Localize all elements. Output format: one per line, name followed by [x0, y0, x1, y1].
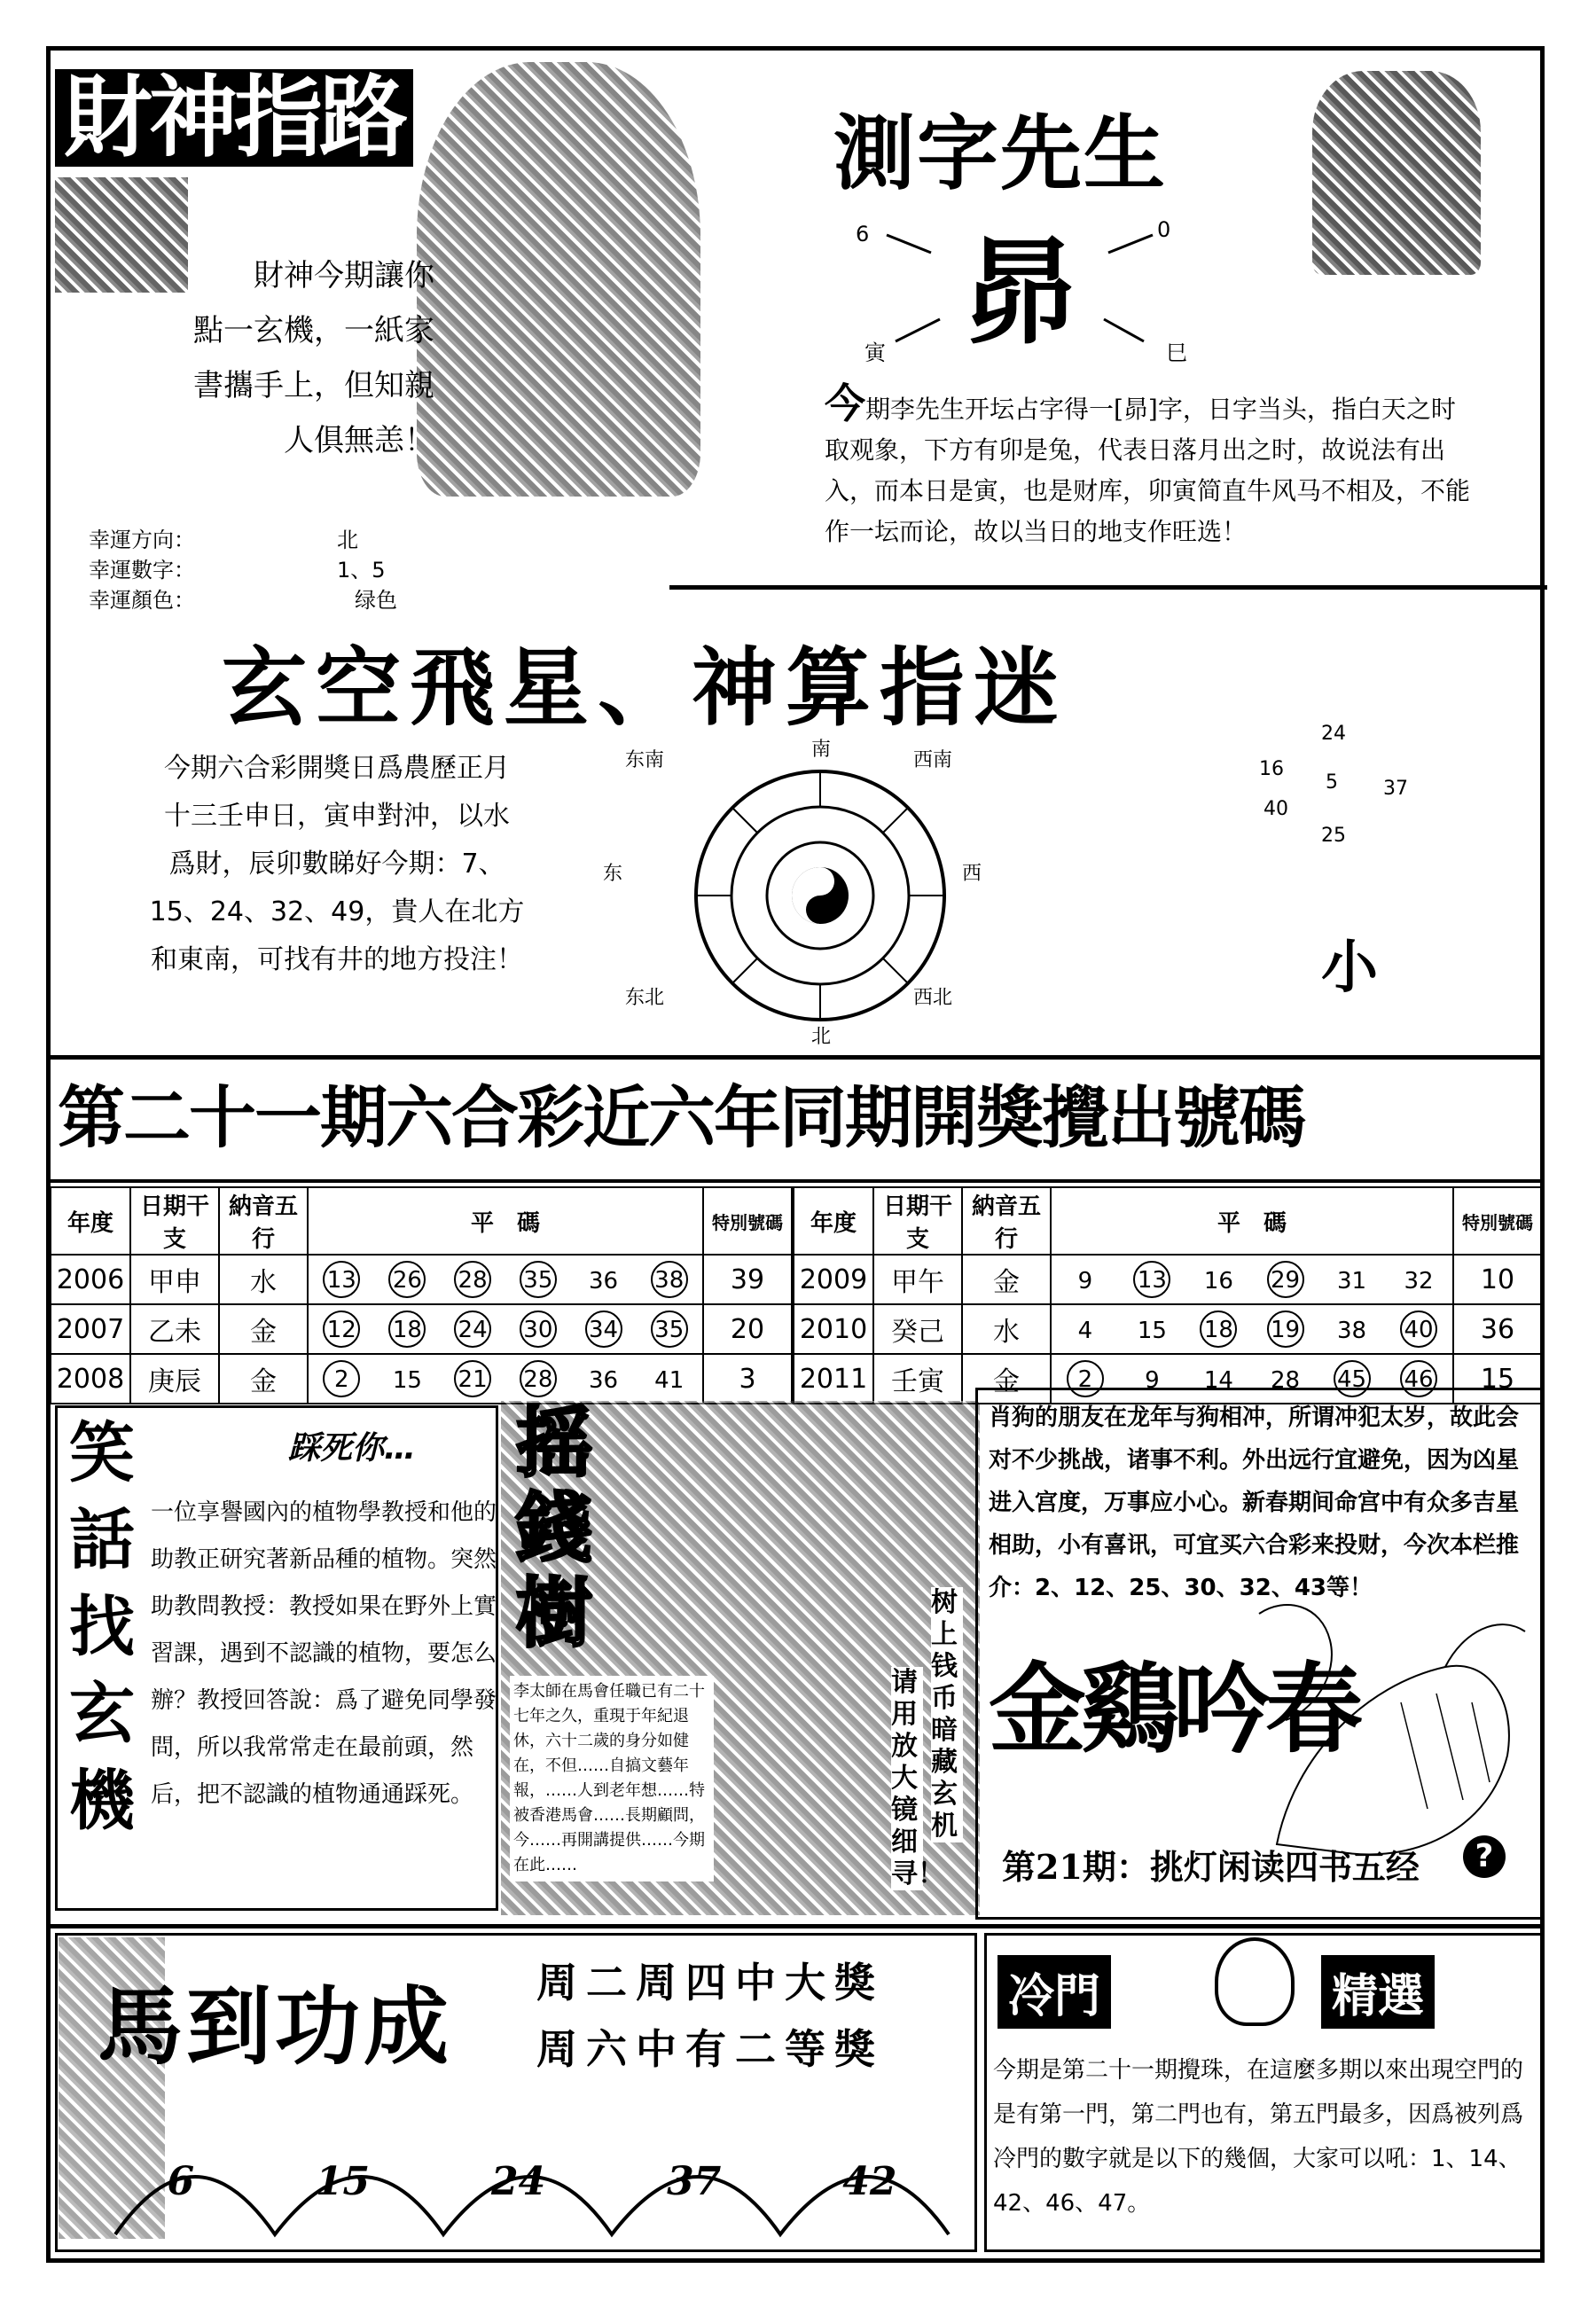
money-tree-vertical-1: 请用放大镜细寻！: [891, 1667, 944, 1889]
number: 28: [1270, 1366, 1301, 1394]
divider: [46, 1179, 1545, 1183]
compass-west: 西: [962, 863, 982, 885]
number: 36: [589, 1267, 619, 1295]
joke-text: 一位享譽國內的植物學教授和他的助教正研究著新品種的植物。突然助教問教授：教授如果在野外上實習課，遇到不認識的植物，要怎么辦？教授回答說：爲了避免同學發問，所以我常常走在最前頭，然后，把不認識的植物通通踩死。: [151, 1499, 497, 1808]
number-cell: [571, 1354, 637, 1404]
cezi-corner-tr: 0: [1157, 217, 1171, 242]
cezi-corner-bl: 寅: [864, 340, 886, 365]
number-cell: [636, 1255, 703, 1304]
number-cell: [1252, 1304, 1318, 1354]
col-ganzhi: 日期干支: [873, 1187, 962, 1255]
chicken-text: 肖狗的朋友在龙年与狗相冲，所谓冲犯太岁，故此会对不少挑战，诸事不利。外出远行宜避免，因为凶星进入宫度，万事应小心。新春期间命宫中有众多吉星相助，小有喜讯，可宜买六合彩来投财，今次本栏推介：2、12、25、30、32、43等！: [989, 1404, 1520, 1601]
nayin-cell: 金: [219, 1354, 308, 1404]
col-year: 年度: [794, 1187, 873, 1255]
circled-number: 29: [1267, 1261, 1304, 1298]
caishen-god-figure: [417, 62, 700, 497]
compass-north: 北: [811, 1026, 832, 1048]
circled-number: 26: [388, 1261, 426, 1298]
circled-number: 34: [585, 1310, 622, 1348]
number-cell: [1119, 1255, 1185, 1304]
number-cell: [308, 1354, 375, 1404]
table-row: [51, 1255, 792, 1304]
col-nayin: 納音五行: [962, 1187, 1051, 1255]
compass-southwest: 西南: [913, 749, 953, 771]
number-cell: [1051, 1255, 1119, 1304]
star-number-center: 5: [1326, 771, 1338, 794]
cezi-lead-char: 今: [825, 379, 865, 427]
ganzhi-cell: 乙未: [130, 1304, 219, 1354]
money-tree-title: 摇錢樹: [516, 1399, 592, 1658]
lucky-label: 幸運方向：: [89, 528, 195, 552]
star-number-bottom: 25: [1321, 825, 1346, 847]
lucky-label: 幸運顏色：: [89, 588, 195, 613]
cezi-character: 昴: [962, 225, 1078, 360]
lucky-number: 37: [667, 2158, 722, 2204]
number-arches: [106, 2101, 958, 2243]
col-year: 年度: [51, 1187, 130, 1255]
year-cell: 2006: [51, 1255, 130, 1304]
number-cell: [375, 1255, 441, 1304]
lucky-number: 6: [167, 2158, 195, 2204]
number: 15: [1137, 1317, 1167, 1344]
history-title: 第二十一期六合彩近六年同期開獎攪出號碼: [58, 1078, 1304, 1157]
caishen-verse-line: 書攜手上，但知親: [193, 368, 434, 403]
success-title: 馬到功成: [98, 1977, 452, 2077]
cold-title-left: 冷門: [998, 1955, 1111, 2029]
number-cell: [636, 1354, 703, 1404]
number-cell: [636, 1304, 703, 1354]
number: 32: [1404, 1267, 1434, 1295]
circled-number: 30: [520, 1310, 557, 1348]
feixing-line: 爲財，辰卯數睇好今期：7、: [168, 849, 505, 880]
number: 4: [1077, 1317, 1093, 1344]
cezi-master-photo: [1312, 71, 1481, 275]
ganzhi-cell: 壬寅: [873, 1354, 962, 1404]
col-ping: 平 碼: [308, 1187, 703, 1255]
star-number-right: 37: [1383, 778, 1408, 800]
compass-southeast: 东南: [625, 749, 665, 771]
joke-title-char: 話: [69, 1502, 135, 1578]
cezi-corner-br: 巳: [1166, 340, 1187, 365]
nayin-cell: 金: [962, 1354, 1051, 1404]
divider: [46, 1924, 1545, 1928]
special-cell: 3: [703, 1354, 792, 1404]
history-table-right: [793, 1186, 1543, 1404]
caishen-verse-line: 人俱無恙！: [284, 423, 434, 458]
joke-vertical-title: [62, 1410, 142, 1844]
number-cell: [375, 1354, 441, 1404]
history-rows-left: [51, 1255, 792, 1404]
col-special: 特別號碼: [1453, 1187, 1542, 1255]
ganzhi-cell: 甲申: [130, 1255, 219, 1304]
caishen-verse-line: 點一玄機，一紙家: [193, 313, 434, 348]
table-row: [794, 1304, 1542, 1354]
joke-title-char: 玄: [69, 1676, 135, 1752]
number: 15: [392, 1366, 422, 1394]
divider: [46, 1055, 1545, 1060]
year-cell: 2009: [794, 1255, 873, 1304]
money-tree-text: 李太師在馬會任職已有二十七年之久，重現于年紀退休，六十二歲的身分如健在，不但……自搞文藝年報，……人到老年想……特被香港馬會……長期顧問，今……再開講提供……今期在此……: [510, 1676, 714, 1881]
number: 9: [1077, 1267, 1093, 1295]
number-cell: [308, 1304, 375, 1354]
star-number-left2: 40: [1264, 798, 1288, 820]
caishen-verse: [124, 248, 434, 468]
feixing-line: 和東南，可找有井的地方投注！: [151, 944, 523, 975]
success-line-2: 周六中有二等獎: [536, 2025, 884, 2073]
year-cell: 2007: [51, 1304, 130, 1354]
table-row: [51, 1354, 792, 1404]
success-line-1: 周二周四中大獎: [536, 1959, 884, 2007]
special-cell: 10: [1453, 1255, 1542, 1304]
number-cell: [1318, 1304, 1385, 1354]
cezi-corner-tl: 6: [856, 222, 870, 246]
special-cell: 20: [703, 1304, 792, 1354]
number-cell: [1385, 1255, 1453, 1304]
circled-number: 35: [520, 1261, 557, 1298]
feixing-line: 今期六合彩開獎日爲農歷正月: [164, 753, 510, 784]
compass-south: 南: [811, 739, 832, 761]
lucky-list: [89, 525, 497, 615]
number: 14: [1203, 1366, 1233, 1394]
number-cell: [1051, 1304, 1119, 1354]
star-number-top: 24: [1321, 723, 1346, 745]
joke-title-char: 找: [69, 1589, 135, 1665]
history-rows-right: [794, 1255, 1542, 1404]
number-cell: [375, 1304, 441, 1354]
circled-number: 19: [1267, 1310, 1304, 1348]
number-cell: [440, 1304, 505, 1354]
circled-number: 38: [651, 1261, 688, 1298]
circled-number: 28: [454, 1261, 491, 1298]
number-cell: [1385, 1304, 1453, 1354]
number-cell: [505, 1255, 571, 1304]
year-cell: 2010: [794, 1304, 873, 1354]
nayin-cell: 金: [219, 1304, 308, 1354]
circled-number: 46: [1400, 1360, 1437, 1397]
number-cell: [440, 1354, 505, 1404]
compass-east: 东: [603, 863, 623, 885]
lucky-label: 幸運數字：: [89, 558, 195, 583]
number-cell: [440, 1255, 505, 1304]
ganzhi-cell: 甲午: [873, 1255, 962, 1304]
circled-number: 18: [388, 1310, 426, 1348]
ganzhi-cell: 庚辰: [130, 1354, 219, 1404]
circled-number: 2: [323, 1360, 360, 1397]
lucky-number: 24: [491, 2158, 546, 2204]
table-row: [51, 1304, 792, 1354]
balloon-icon: [1215, 1937, 1295, 2026]
circled-number: 24: [454, 1310, 491, 1348]
history-table-left: [50, 1186, 793, 1404]
lucky-value: 北: [337, 528, 358, 552]
nayin-cell: 水: [219, 1255, 308, 1304]
star-number-left: 16: [1259, 758, 1284, 780]
cezi-text: [825, 379, 1472, 552]
circled-number: 18: [1200, 1310, 1237, 1348]
chicken-riddle: 第21期：挑灯闲读四书五经: [1002, 1847, 1420, 1887]
number: 36: [589, 1366, 619, 1394]
col-nayin: 納音五行: [219, 1187, 308, 1255]
feixing-title: 玄空飛星、神算指迷: [222, 638, 1068, 738]
table-header: [51, 1187, 792, 1255]
joke-title-char: 機: [69, 1763, 135, 1839]
col-special: 特別號碼: [703, 1187, 792, 1255]
lucky-value: 1、5: [337, 558, 386, 583]
chicken-title: 金鷄吟春: [989, 1653, 1357, 1766]
compass-northwest: 西北: [913, 987, 953, 1009]
circled-number: 12: [323, 1310, 360, 1348]
joke-heading: 踩死你…: [288, 1430, 417, 1467]
year-cell: 2008: [51, 1354, 130, 1404]
lucky-number: 15: [315, 2158, 371, 2204]
circled-number: 35: [651, 1310, 688, 1348]
cold-text: 今期是第二十一期攪珠，在這麼多期以來出現空門的是有第一門，第二門也有，第五門最多，因爲被列爲冷門的數字就是以下的幾個，大家可以吼：1、14、42、46、47。: [993, 2057, 1524, 2217]
nayin-cell: 水: [962, 1304, 1051, 1354]
circled-number: 13: [323, 1261, 360, 1298]
feixing-size-char: 小: [1321, 935, 1378, 1001]
number-cell: [1119, 1304, 1185, 1354]
feixing-line: 十三壬申日，寅申對沖，以水: [164, 801, 510, 832]
circled-number: 2: [1067, 1360, 1104, 1397]
lucky-row: [89, 555, 497, 585]
number-cell: [505, 1354, 571, 1404]
money-tree-vertical-2: 树上钱币暗藏玄机: [931, 1587, 963, 1842]
number-cell: [308, 1255, 375, 1304]
nayin-cell: 金: [962, 1255, 1051, 1304]
lucky-row: [89, 585, 497, 615]
feixing-text: [106, 745, 567, 984]
table-header: [794, 1187, 1542, 1255]
compass-northeast: 东北: [625, 987, 665, 1009]
divider: [669, 585, 1547, 590]
number-cell: [1252, 1255, 1318, 1304]
table-row: [794, 1255, 1542, 1304]
year-cell: 2011: [794, 1354, 873, 1404]
circled-number: 45: [1334, 1360, 1371, 1397]
number-cell: [1185, 1255, 1252, 1304]
joke-title-char: 笑: [69, 1415, 135, 1491]
number-cell: [571, 1304, 637, 1354]
special-cell: 36: [1453, 1304, 1542, 1354]
question-mark-icon: ?: [1463, 1835, 1506, 1878]
lucky-value: 绿色: [355, 588, 397, 613]
circled-number: 21: [454, 1360, 491, 1397]
number: 38: [1337, 1317, 1367, 1344]
number: 41: [654, 1366, 685, 1394]
number-cell: [505, 1304, 571, 1354]
number: 9: [1145, 1366, 1160, 1394]
caishen-verse-line: 財神今期讓你: [254, 258, 434, 293]
number-cell: [1185, 1304, 1252, 1354]
lucky-row: [89, 525, 497, 555]
ganzhi-cell: 癸己: [873, 1304, 962, 1354]
circled-number: 40: [1400, 1310, 1437, 1348]
col-ping: 平 碼: [1051, 1187, 1453, 1255]
number: 31: [1337, 1267, 1367, 1295]
cezi-title: 測字先生: [833, 106, 1168, 201]
lucky-number: 42: [842, 2158, 897, 2204]
caishen-title: 財神指路: [55, 69, 413, 167]
number-cell: [571, 1255, 637, 1304]
col-ganzhi: 日期干支: [130, 1187, 219, 1255]
special-cell: 15: [1453, 1354, 1542, 1404]
cezi-body: 期李先生开坛占字得一[昴]字，日字当头，指白天之时取观象，下方有卯是兔，代表日落月出之时，故说法有出入，而本日是寅，也是财库，卯寅简直牛风马不相及，不能作一坛而论，故以当日的地支作旺选！: [825, 395, 1471, 546]
circled-number: 13: [1133, 1261, 1170, 1298]
number: 16: [1203, 1267, 1233, 1295]
circled-number: 28: [520, 1360, 557, 1397]
special-cell: 39: [703, 1255, 792, 1304]
number-cell: [1318, 1255, 1385, 1304]
feixing-line: 15、24、32、49，貴人在北方: [149, 896, 525, 927]
cold-title-right: 精選: [1321, 1955, 1435, 2029]
